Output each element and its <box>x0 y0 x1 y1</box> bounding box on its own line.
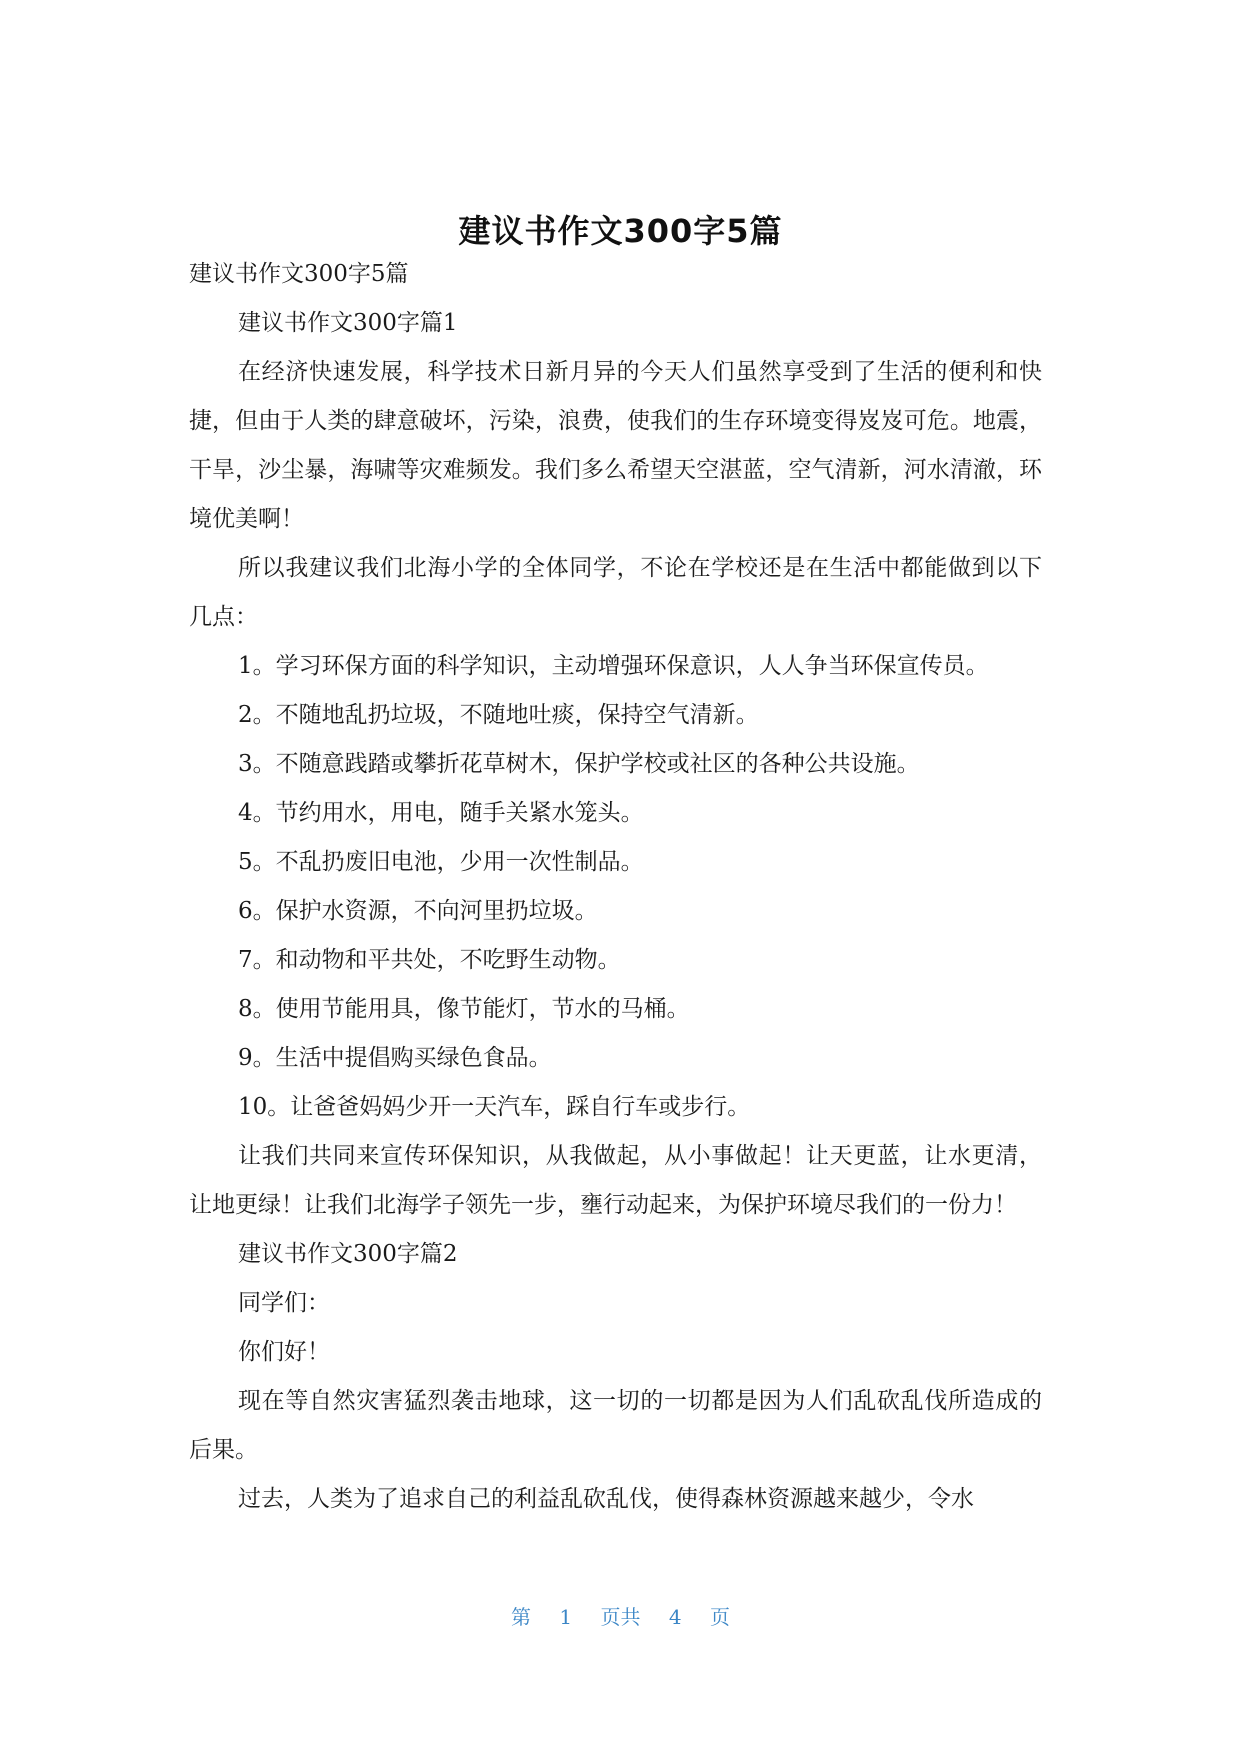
current-page-number: 1 <box>559 1605 573 1629</box>
list-item: 8。使用节能用具，像节能灯，节水的马桶。 <box>238 996 690 1022</box>
paragraph: 所以我建议我们北海小学的全体同学，不论在学校还是在生活中都能做到以下几点： <box>189 555 1042 630</box>
paragraph: 在经济快速发展，科学技术日新月异的今天人们虽然享受到了生活的便利和快捷，但由于人类的肆意破坏，污染，浪费，使我们的生存环境变得岌岌可危。地震，干旱，沙尘暴，海啸等灾难频发。我们多么希望天空湛蓝，空气清新，河水清澈，环境优美啊！ <box>189 359 1042 532</box>
total-pages-number: 4 <box>668 1605 682 1629</box>
list-item: 5。不乱扔废旧电池，少用一次性制品。 <box>238 849 644 875</box>
list-item: 3。不随意践踏或攀折花草树木，保护学校或社区的各种公共设施。 <box>238 751 920 777</box>
list-item: 6。保护水资源，不向河里扔垃圾。 <box>238 898 598 924</box>
list-item: 10。让爸爸妈妈少开一天汽车，踩自行车或步行。 <box>238 1094 751 1120</box>
page-label-suffix: 页 <box>709 1605 730 1629</box>
document-body <box>189 250 1042 1524</box>
section-heading: 建议书作文300字篇2 <box>238 1241 458 1267</box>
page-footer <box>0 1603 1241 1631</box>
document-subtitle: 建议书作文300字5篇 <box>189 261 409 287</box>
list-item: 1。学习环保方面的科学知识，主动增强环保意识，人人争当环保宣传员。 <box>238 653 989 679</box>
document-title: 建议书作文300字5篇 <box>458 212 783 251</box>
paragraph: 同学们： <box>238 1290 330 1316</box>
paragraph: 让我们共同来宣传环保知识，从我做起，从小事做起！让天更蓝，让水更清，让地更绿！让我们北海学子领先一步，壅行动起来，为保护环境尽我们的一份力！ <box>189 1143 1042 1218</box>
page-label-middle: 页共 <box>600 1605 641 1629</box>
list-item: 4。节约用水，用电，随手关紧水笼头。 <box>238 800 644 826</box>
paragraph: 现在等自然灾害猛烈袭击地球，这一切的一切都是因为人们乱砍乱伐所造成的后果。 <box>189 1388 1042 1463</box>
page-label-prefix: 第 <box>511 1605 532 1629</box>
paragraph: 你们好！ <box>238 1339 330 1365</box>
paragraph: 过去，人类为了追求自己的利益乱砍乱伐，使得森林资源越来越少，令水 <box>238 1486 974 1512</box>
section-heading: 建议书作文300字篇1 <box>238 310 458 336</box>
list-item: 7。和动物和平共处，不吃野生动物。 <box>238 947 621 973</box>
list-item: 2。不随地乱扔垃圾，不随地吐痰，保持空气清新。 <box>238 702 759 728</box>
list-item: 9。生活中提倡购买绿色食品。 <box>238 1045 552 1071</box>
